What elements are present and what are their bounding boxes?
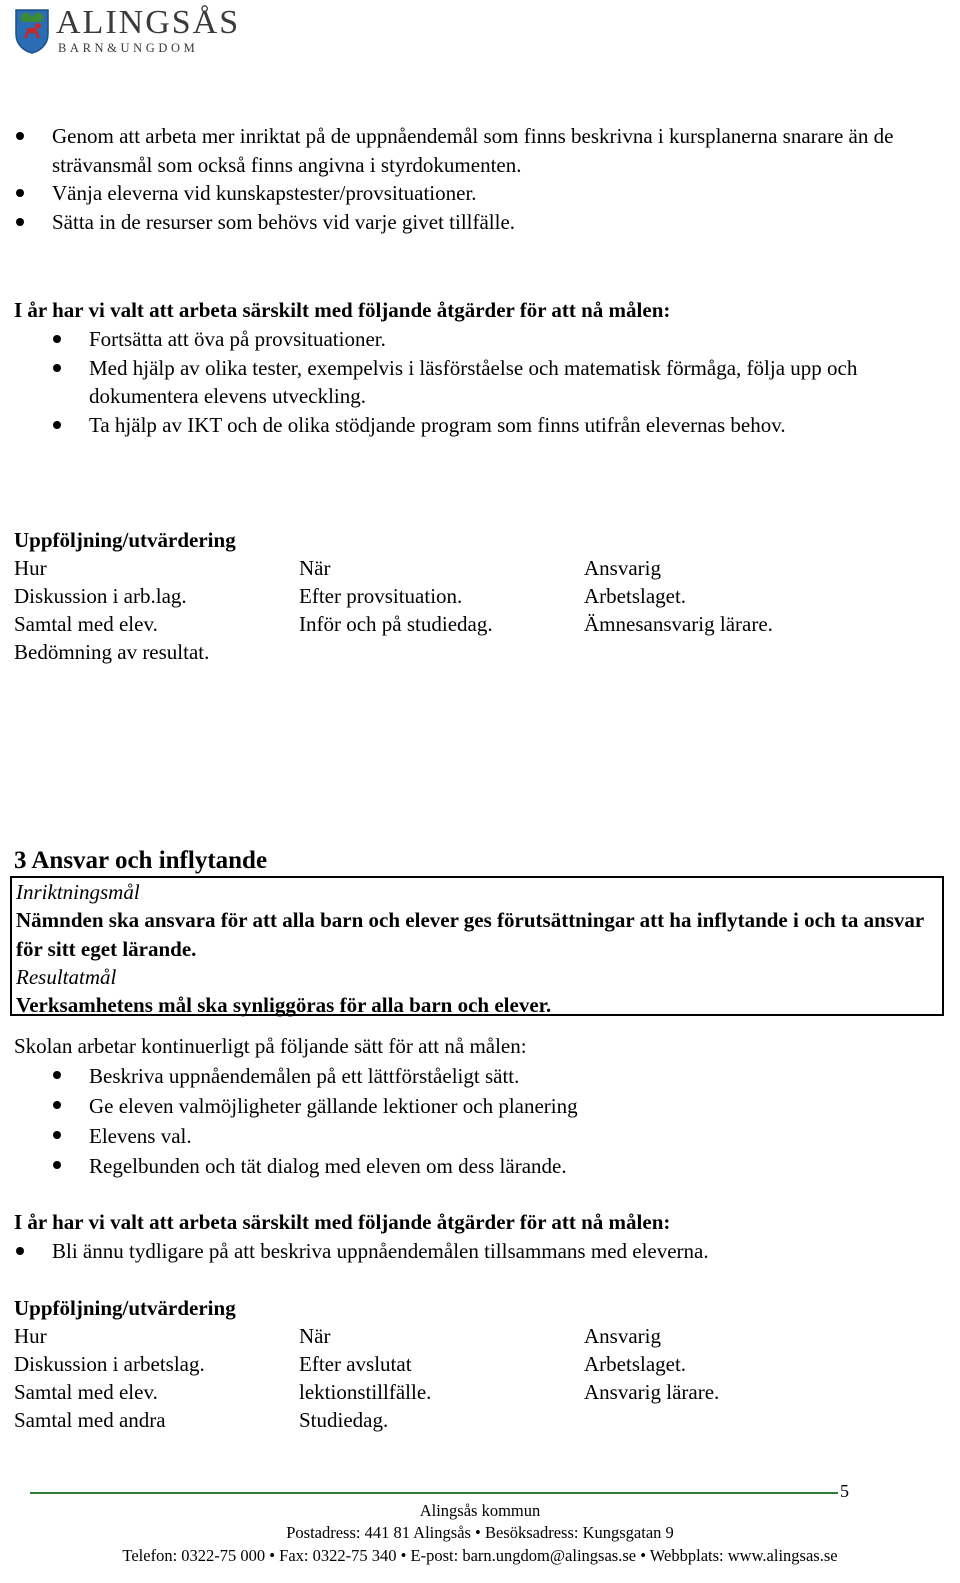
section-title: 3 Ansvar och inflytande [14, 847, 268, 874]
footer-address: Postadress: 441 81 Alingsås • Besöksadress: Kungsgatan 9 [286, 1523, 674, 1542]
list-item: Beskriva uppnåendemålen på ett lättförståeligt sätt. [14, 1061, 934, 1091]
cell: Samtal med elev. [14, 1380, 158, 1404]
cell: Diskussion i arbetslag. [14, 1352, 205, 1376]
cell: Ansvarig lärare. [584, 1380, 720, 1404]
cell: lektionstillfälle. [299, 1380, 432, 1404]
coat-of-arms-icon [14, 8, 50, 54]
header-hur: Hur [14, 556, 47, 580]
measures-heading: I år har vi valt att arbeta särskilt med följande åtgärder för att nå målen: [14, 1210, 671, 1234]
resultat-label: Resultatmål [16, 965, 117, 989]
followup-heading: Uppföljning/utvärdering [14, 528, 236, 552]
cell: Efter avslutat [299, 1352, 412, 1376]
table-row [14, 638, 914, 667]
goals-box [10, 876, 944, 1016]
header-nar: När [299, 556, 331, 580]
header-ansvarig: Ansvarig [584, 1324, 661, 1348]
cell: Diskussion i arb.lag. [14, 584, 187, 608]
cell: Arbetslaget. [584, 1352, 687, 1376]
list-item: Regelbunden och tät dialog med eleven om dess lärande. [14, 1151, 934, 1181]
list-item: Genom att arbeta mer inriktat på de uppnåendemål som finns beskrivna i kursplanerna snarare än de strävansmål som också finns angivna i styrdokumenten. [14, 122, 934, 179]
table-row [14, 582, 914, 611]
followup-header-row [14, 554, 914, 583]
cell: Efter provsituation. [299, 584, 463, 608]
cell: Inför och på studiedag. [299, 612, 493, 636]
list-item: Ta hjälp av IKT och de olika stödjande program som finns utifrån elevernas behov. [14, 411, 934, 440]
followup-header-row [14, 1322, 914, 1351]
inriktning-text: Nämnden ska ansvara för att alla barn och elever ges förutsättningar att ha inflytande i och ta ansvar för sitt eget lärande. [16, 908, 924, 961]
cell: Bedömning av resultat. [14, 640, 210, 664]
page-number: 5 [840, 1481, 849, 1501]
header-nar: När [299, 1324, 331, 1348]
footer-contact: Telefon: 0322-75 000 • Fax: 0322-75 340 • E-post: barn.ungdom@alingsas.se • Webbplats: www.alingsas.se [122, 1546, 838, 1565]
list-item: Bli ännu tydligare på att beskriva uppnåendemålen tillsammans med eleverna. [14, 1237, 934, 1266]
list-item: Med hjälp av olika tester, exempelvis i läsförståelse och matematisk förmåga, följa upp och dokumentera elevens utveckling. [14, 354, 934, 411]
logo-name: ALINGSÅS [56, 4, 241, 41]
cell: Ämnesansvarig lärare. [584, 612, 773, 636]
continuous-list [14, 1061, 934, 1181]
organization-logo [14, 4, 254, 58]
table-row [14, 610, 914, 639]
cell: Arbetslaget. [584, 584, 687, 608]
cell: Studiedag. [299, 1408, 389, 1432]
inriktning-label: Inriktningsmål [16, 880, 140, 904]
header-hur: Hur [14, 1324, 47, 1348]
approach-list [14, 122, 934, 236]
footer-divider [30, 1492, 838, 1494]
logo-subtitle: BARN&UNGDOM [58, 41, 199, 55]
cell: Samtal med andra [14, 1408, 166, 1432]
list-item: Ge eleven valmöjligheter gällande lektioner och planering [14, 1091, 934, 1121]
footer-org: Alingsås kommun [419, 1501, 541, 1520]
table-row [14, 1350, 914, 1379]
measures-list [14, 325, 934, 439]
measures-heading: I år har vi valt att arbeta särskilt med följande åtgärder för att nå målen: [14, 298, 671, 322]
table-row [14, 1378, 914, 1407]
measures-list [14, 1237, 934, 1266]
table-row [14, 1406, 914, 1435]
cell: Samtal med elev. [14, 612, 158, 636]
followup-heading: Uppföljning/utvärdering [14, 1296, 236, 1320]
list-item: Sätta in de resurser som behövs vid varje givet tillfälle. [14, 208, 934, 237]
list-item: Fortsätta att öva på provsituationer. [14, 325, 934, 354]
list-item: Vänja eleverna vid kunskapstester/provsituationer. [14, 179, 934, 208]
resultat-text: Verksamhetens mål ska synliggöras för alla barn och elever. [16, 993, 552, 1017]
header-ansvarig: Ansvarig [584, 556, 661, 580]
list-item: Elevens val. [14, 1121, 934, 1151]
continuous-heading: Skolan arbetar kontinuerligt på följande sätt för att nå målen: [14, 1034, 527, 1058]
